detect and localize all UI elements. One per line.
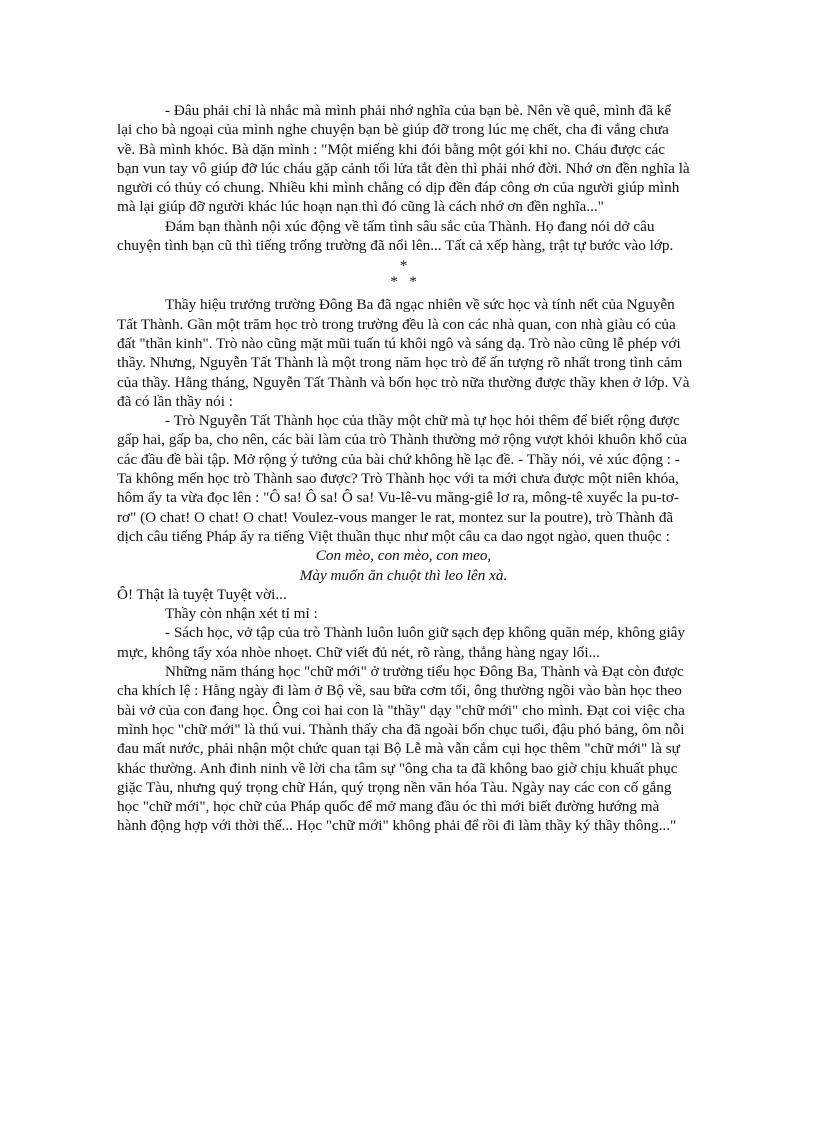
paragraph-2: Đám bạn thành nội xúc động về tấm tình sâu sắc của Thành. Họ đang nói dở câu chuyện tình bạn cũ thì tiếng trống trường đã nổi lên... Tất cả xếp hàng, trật tự bước vào lớp. <box>117 217 674 255</box>
paragraph-8: Những năm tháng học "chữ mới" ở trường tiểu học Đông Ba, Thành và Đạt còn được cha khích lệ : Hằng ngày đi làm ở Bộ về, sau bữa cơm tối, ông thường ngồi vào bàn học theo bài vở của con đang học. Ông coi hai con là "thầy" dạy "chữ mới" cho mình. Đạt coi việc cha mình học "chữ mới" là thú vui. Thành thấy cha đã ngoài bốn chục tuổi, đậu phó bảng, ôm nỗi đau mất nước, phải nhận một chức quan tại Bộ Lễ mà vẫn cắm cụi học thêm "chữ mới" là sự khác thường. Anh đinh ninh về lời cha tâm sự "ông cha ta đã không bao giờ chịu khuất phục giặc Tàu, nhưng quý trọng chữ Hán, quý trọng nền văn hóa Tàu. Ngày nay các con cố gắng học "chữ mới", học chữ của Pháp quốc để mở mang đầu óc thì mới biết đường hướng mà hành động hợp với thời thế... Học "chữ mới" không phải để rồi đi làm thầy ký thầy thông..." <box>117 663 685 835</box>
paragraph-5: Ô! Thật là tuyệt Tuyệt vời... <box>117 585 287 603</box>
poem-line-2: Mày muốn ăn chuột thì leo lên xà. <box>299 566 508 584</box>
paragraph-1: - Đâu phải chỉ là nhắc mà mình phải nhớ nghĩa của bạn bè. Nên về quê, mình đã kể lại cho bà ngoại của mình nghe chuyện bạn bè giúp đỡ trong lúc mẹ chết, cha đi vắng chưa về. Bà mình khóc. Bà dặn mình : "Một miếng khi đói bằng một gói khi no. Cháu được các bạn vun tay vô giúp đỡ lúc cháu gặp cảnh tối lửa tắt đèn thì phải nhớ đời. Nhớ ơn đền nghĩa là người có thủy có chung. Nhiều khi mình chẳng có dịp đền đáp công ơn của người giúp mình mà lại giúp đỡ người khác lúc hoạn nạn thì đó cũng là cách nhớ ơn đền nghĩa..." <box>117 102 690 216</box>
poem-verse <box>117 546 690 585</box>
paragraph-6: Thầy còn nhận xét tỉ mỉ : <box>165 605 318 623</box>
document-page <box>117 101 690 836</box>
poem-line-1: Con mèo, con mèo, con meo, <box>315 547 492 565</box>
paragraph-3: Thầy hiệu trưởng trường Đông Ba đã ngạc nhiên về sức học và tính nết của Nguyễn Tất Thành. Gần một trăm học trò trong trường đều là con các nhà quan, con nhà giàu có của đất "thần kinh". Trò nào cũng mặt mũi tuấn tú khôi ngô và sáng dạ. Trò nào cũng lễ phép với thầy. Nhưng, Nguyễn Tất Thành là một trong năm học trò để ấn tượng rõ nhất trong tình cảm của thầy. Hằng tháng, Nguyễn Tất Thành và bốn học trò nữa thường được thầy khen ở lớp. Và đã có lần thầy nói : <box>117 296 690 410</box>
paragraph-7: - Sách học, vở tập của trò Thành luôn luôn giữ sạch đẹp không quăn mép, không giây mực, không tẩy xóa nhòe nhoẹt. Chữ viết đủ nét, rõ ràng, thẳng hàng ngay lối... <box>117 624 686 661</box>
paragraph-4: - Trò Nguyễn Tất Thành học của thầy một chữ mà tự học hỏi thêm để biết rộng được gấp hai, gấp ba, cho nên, các bài làm của trò Thành thường mở rộng vượt khỏi khuôn khổ của các đầu đề bài tập. Mở rộng ý tưởng của bài chứ không hề lạc đề. - Thầy nói, vẻ xúc động : - Ta không mến học trò Thành sao được? Trò Thành học với ta mới chưa được một niên khóa, hôm ấy ta vừa đọc lên : "Ô sa! Ô sa! Ô sa! Vu-lê-vu măng-giê lơ ra, mông-tê xuyếc la pu-tơ-rơ" (O chat! O chat! O chat! Voulez-vous manger le rat, montez sur la poutre), trò Thành đã dịch câu tiếng Pháp ấy ra tiếng Việt thuần thục như một câu ca dao ngọt ngào, quen thuộc : <box>117 412 688 545</box>
separator-stars-bottom: * * <box>390 273 417 291</box>
section-separator <box>117 258 690 290</box>
separator-star-top: * <box>399 257 408 275</box>
